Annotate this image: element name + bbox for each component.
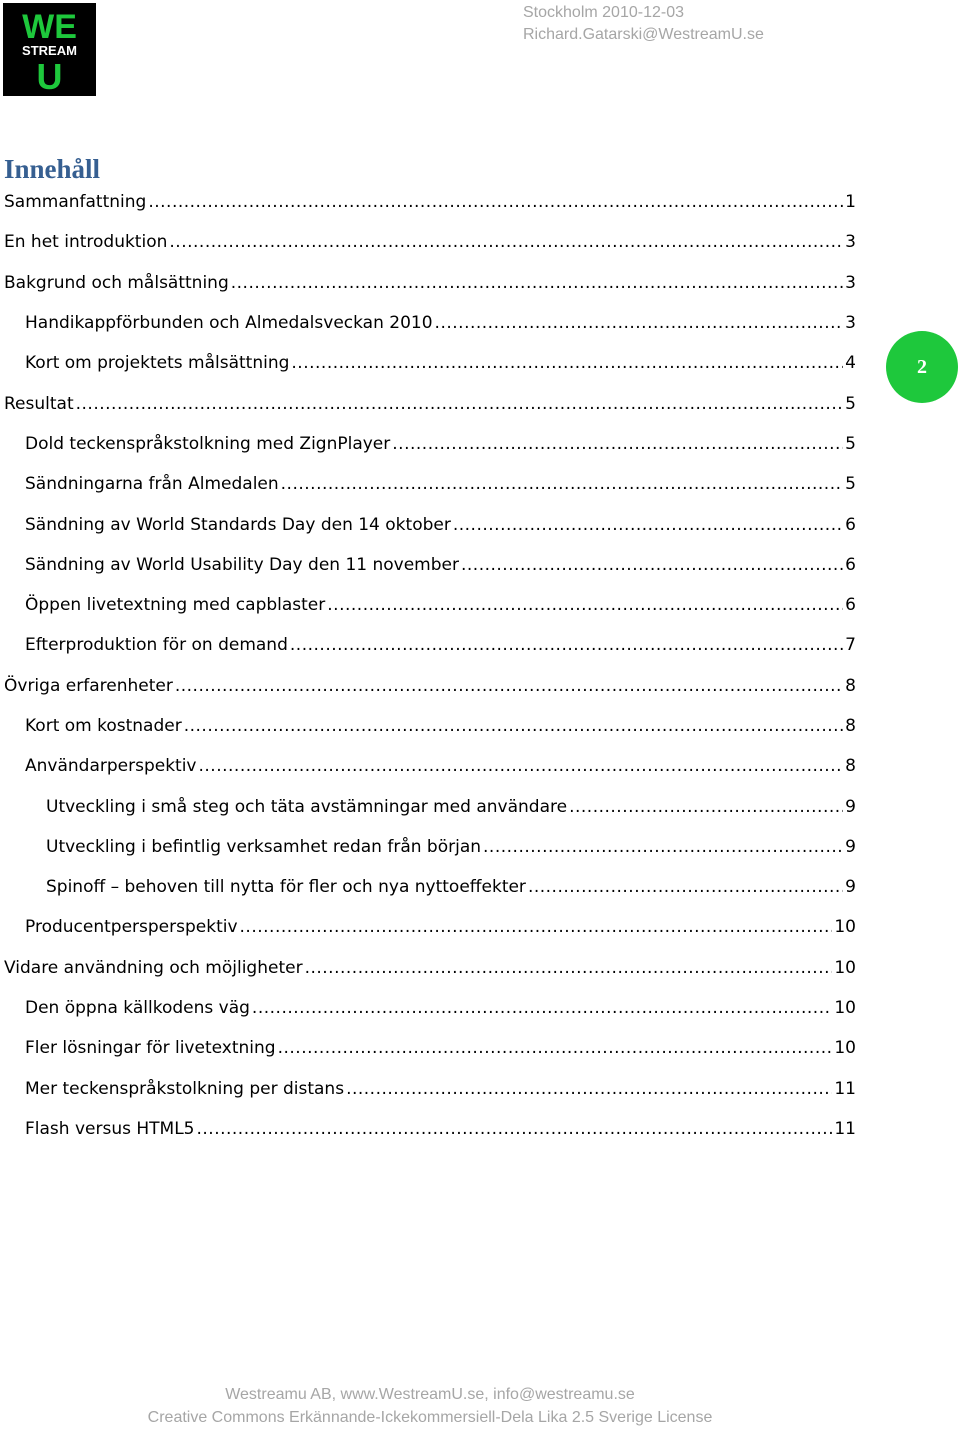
toc-entry-page: 9 [845,836,856,857]
toc-entry-page: 8 [845,716,856,736]
toc-entry-page: 3 [845,313,856,334]
toc-entry-label: En het introduktion [4,232,168,253]
toc-entry-label: Öppen livetextning med capblaster [25,595,326,616]
toc-entry-label: Användarperspektiv [25,756,197,777]
toc-dot-leader [392,434,843,454]
toc-entry-label: Den öppna källkodens väg [25,998,250,1019]
toc-entry-label: Spinoff – behoven till nytta för fler och nya nyttoeffekter [46,877,526,898]
toc-dot-leader [231,273,843,293]
toc-dot-leader [483,837,843,857]
toc-entry-label: Kort om projektets målsättning [25,353,290,374]
toc-entry[interactable] [0,222,856,262]
toc-dot-leader [184,716,843,736]
toc-entry[interactable] [0,464,856,504]
toc-entry-label: Bakgrund och målsättning [4,272,229,293]
toc-dot-leader [240,917,833,937]
toc-dot-leader [435,313,844,333]
logo-text-u: U [36,56,63,96]
toc-entry-label: Sändning av World Standards Day den 14 oktober [25,514,451,535]
toc-entry-page: 7 [845,635,856,656]
toc-entry[interactable] [0,1109,856,1149]
toc-entry-page: 5 [845,474,856,495]
toc-entry[interactable] [0,504,856,544]
westreamu-logo [3,3,96,96]
toc-dot-leader [290,635,843,655]
toc-entry-page: 5 [845,393,856,414]
footer-license: Creative Commons Erkännande-Ickekommersiell-Dela Lika 2.5 Sverige License [147,1409,713,1426]
toc-dot-leader [528,877,843,897]
toc-entry-label: Sändning av World Usability Day den 11 november [25,554,459,575]
toc-entry-label: Sändningarna från Almedalen [25,474,279,495]
toc-entry-page: 10 [834,957,856,978]
toc-entry-label: Kort om kostnader [25,716,182,736]
toc-dot-leader [281,474,844,494]
toc-title: Innehåll [4,154,101,184]
toc-entry[interactable] [0,786,856,826]
toc-entry[interactable] [0,343,856,383]
toc-entry[interactable] [0,827,856,867]
toc-entry[interactable] [0,1069,856,1109]
toc-entry-label: Mer teckenspråkstolkning per distans [25,1078,345,1099]
toc-entry-page: 9 [845,877,856,898]
toc-entry-label: Resultat [4,393,74,414]
toc-dot-leader [291,353,843,373]
toc-dot-leader [169,232,843,252]
toc-entry-label: Fler lösningar för livetextning [25,1038,276,1059]
header-email: Richard.Gatarski@WestreamU.se [523,26,764,43]
toc-entry-label: Producentpersperspektiv [25,917,238,938]
page-number-badge: 2 [886,331,958,403]
toc-entry[interactable] [0,706,856,746]
logo-text-we: WE [22,8,77,46]
table-of-contents [0,182,856,1149]
toc-entry-page: 10 [834,1038,856,1059]
toc-dot-leader [175,676,843,696]
toc-dot-leader [569,797,843,817]
toc-entry-label: Vidare användning och möjligheter [4,957,303,978]
toc-entry-label: Utveckling i befintlig verksamhet redan från början [46,836,482,857]
toc-entry[interactable] [0,907,856,947]
header-date: Stockholm 2010-12-03 [523,4,684,21]
toc-entry-page: 9 [845,796,856,817]
toc-entry-page: 8 [845,756,856,777]
toc-entry[interactable] [0,303,856,343]
toc-entry-label: Efterproduktion för on demand [25,635,288,656]
toc-entry-page: 11 [834,1118,856,1139]
toc-entry[interactable] [0,666,856,706]
toc-entry-page: 6 [845,554,856,575]
toc-entry-page: 4 [845,353,856,374]
toc-entry-page: 1 [845,192,856,213]
toc-entry-page: 8 [845,675,856,696]
toc-entry-label: Övriga erfarenheter [4,675,173,696]
toc-entry[interactable] [0,1028,856,1068]
toc-entry-label: Utveckling i små steg och täta avstämningar med användare [46,796,568,817]
toc-entry-page: 3 [845,272,856,293]
toc-entry-page: 11 [834,1078,856,1099]
toc-entry-label: Sammanfattning [4,192,147,213]
toc-entry-label: Flash versus HTML5 [25,1118,195,1139]
toc-entry[interactable] [0,424,856,464]
toc-dot-leader [327,595,843,615]
toc-dot-leader [76,394,844,414]
toc-dot-leader [148,192,843,212]
toc-entry-page: 10 [834,998,856,1019]
toc-entry[interactable] [0,545,856,585]
toc-entry[interactable] [0,383,856,423]
footer-contact: Westreamu AB, www.WestreamU.se, info@westreamu.se [225,1386,635,1403]
toc-entry-page: 6 [845,595,856,616]
header-meta [523,2,764,46]
toc-entry-page: 6 [845,514,856,535]
toc-entry-page: 10 [834,917,856,938]
toc-entry-label: Handikappförbunden och Almedalsveckan 2010 [25,313,433,334]
toc-dot-leader [461,555,843,575]
toc-entry[interactable] [0,585,856,625]
toc-entry[interactable] [0,182,856,222]
toc-entry[interactable] [0,746,856,786]
toc-dot-leader [305,958,833,978]
toc-entry-page: 5 [845,433,856,454]
toc-dot-leader [453,515,843,535]
toc-entry[interactable] [0,625,856,665]
toc-entry-page: 3 [845,232,856,253]
toc-dot-leader [278,1038,833,1058]
toc-entry[interactable] [0,988,856,1028]
toc-entry[interactable] [0,867,856,907]
toc-entry[interactable] [0,948,856,988]
toc-entry[interactable] [0,263,856,303]
toc-dot-leader [346,1079,832,1099]
toc-entry-label: Dold teckenspråkstolkning med ZignPlayer [25,433,391,454]
toc-dot-leader [196,1119,832,1139]
toc-dot-leader [199,756,844,776]
toc-dot-leader [252,998,832,1018]
logo-text-stream: STREAM [22,43,77,58]
logo-graphic [3,3,96,96]
